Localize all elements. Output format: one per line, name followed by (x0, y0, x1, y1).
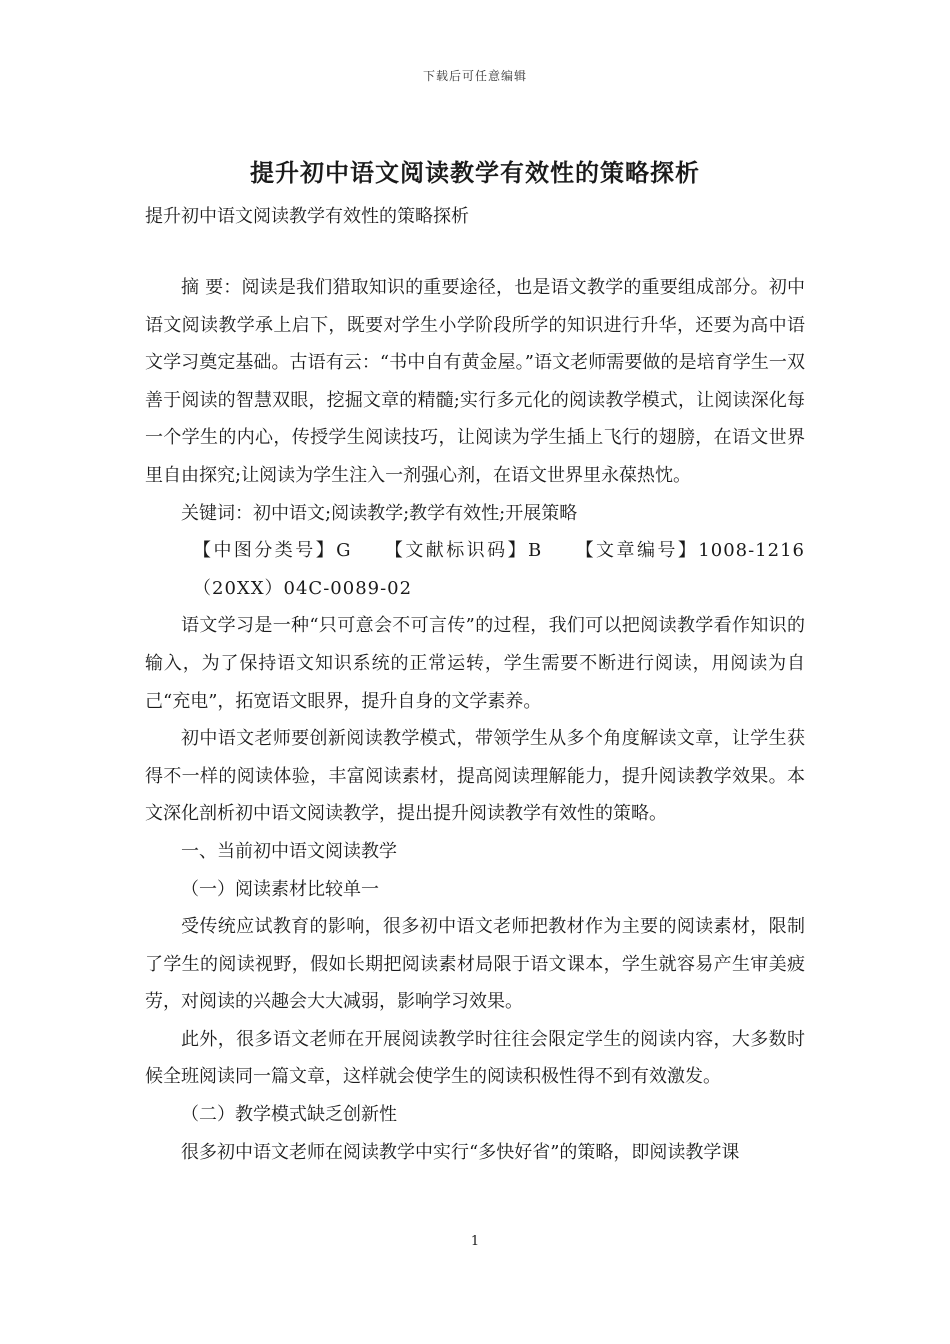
section-heading: 一、当前初中语文阅读教学 (181, 840, 397, 862)
keywords-paragraph: 关键词：初中语文;阅读教学;教学有效性;开展策略 (181, 502, 578, 524)
body-paragraph: 此外，很多语文老师在开展阅读教学时往往会限定学生的阅读内容，大多数时候全班阅读同一篇文章，这样就会使学生的阅读积极性得不到有效激发。 (145, 1028, 805, 1088)
body-paragraph: 受传统应试教育的影响，很多初中语文老师把教材作为主要的阅读素材，限制了学生的阅读视野，假如长期把阅读素材局限于语文课本，学生就容易产生审美疲劳，对阅读的兴趣会大大减弱，影响学习效果。 (145, 916, 805, 1013)
body-paragraph: 语文学习是一种“只可意会不可言传”的过程，我们可以把阅读教学看作知识的输入，为了保持语文知识系统的正常运转，学生需要不断进行阅读，用阅读为自己“充电”，拓宽语文眼界，提升自身的文学素养。 (145, 615, 805, 712)
subsection-heading: （二）教学模式缺乏创新性 (181, 1104, 397, 1126)
body-paragraph: 初中语文老师要创新阅读教学模式，带领学生从多个角度解读文章，让学生获得不一样的阅读体验，丰富阅读素材，提高阅读理解能力，提升阅读教学效果。本文深化剖析初中语文阅读教学，提出提升阅读教学有效性的策略。 (145, 728, 805, 825)
page-header: 下载后可任意编辑 (422, 69, 527, 83)
classification-paragraph: 【中图分类号】G 【文献标识码】B 【文章编号】1008-1216（20XX）04C-0089-02 (193, 540, 805, 599)
body-paragraph: 很多初中语文老师在阅读教学中实行“多快好省”的策略，即阅读教学课 (181, 1141, 740, 1163)
abstract-paragraph: 摘 要：阅读是我们猎取知识的重要途径，也是语文教学的重要组成部分。初中语文阅读教学承上启下，既要对学生小学阶段所学的知识进行升华，还要为高中语文学习奠定基础。古语有云：“书中自有黄金屋。”语文老师需要做的是培育学生一双善于阅读的智慧双眼，挖掘文章的精髓;实行多元化的阅读教学模式，让阅读深化每一个学生的内心，传授学生阅读技巧，让阅读为学生插上飞行的翅膀，在语文世界里自由探究;让阅读为学生注入一剂强心剂，在语文世界里永葆热忱。 (145, 277, 805, 486)
document-title: 提升初中语文阅读教学有效性的策略探析 (250, 158, 700, 187)
page-number: 1 (470, 1234, 480, 1249)
document-body (145, 269, 805, 1171)
subsection-heading: （一）阅读素材比较单一 (181, 878, 379, 900)
document-subtitle: 提升初中语文阅读教学有效性的策略探析 (145, 206, 469, 227)
